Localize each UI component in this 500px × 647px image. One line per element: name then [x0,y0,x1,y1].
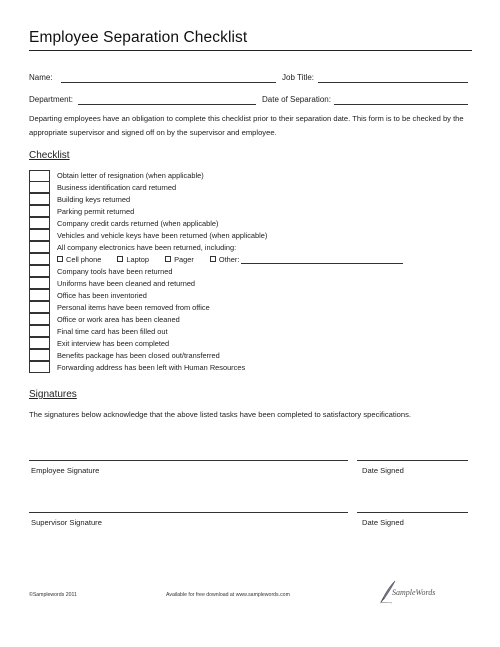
date-of-separation-field[interactable] [334,104,468,105]
employee-signature-field[interactable] [29,460,348,461]
checklist [29,170,469,374]
checkbox[interactable] [29,349,50,361]
checkbox[interactable] [29,289,50,301]
option-pager[interactable]: Pager [165,255,194,264]
checklist-item-label: Company credit cards returned (when applicable) [57,219,219,228]
small-checkbox-icon [117,256,123,262]
supervisor-signature-label: Supervisor Signature [31,518,102,527]
other-field[interactable] [241,255,403,264]
employee-signature-label: Employee Signature [31,466,100,475]
availability-text: Available for free download at www.samplewords.com [166,592,290,598]
signatures-heading: Signatures [29,389,77,400]
checkbox[interactable] [29,229,50,241]
intro-paragraph: Departing employees have an obligation to complete this checklist prior to their separation date. This form is to be checked by the appropriate supervisor and signed off on by the supervisor and employee. [29,114,464,137]
checkbox[interactable] [29,181,50,193]
copyright-text: ©Samplewords 2011 [29,592,77,598]
checklist-row [29,230,469,242]
signatures-intro: The signatures below acknowledge that the above listed tasks have been completed to satisfactory specifications. [29,410,412,419]
checklist-row [29,350,469,362]
checkbox[interactable] [29,217,50,229]
option-cell-phone[interactable]: Cell phone [57,255,101,264]
checklist-item-label: Exit interview has been completed [57,339,170,348]
checklist-row [29,266,469,278]
checklist-row [29,290,469,302]
employee-date-signed-label: Date Signed [362,466,404,475]
checklist-item-label: Building keys returned [57,195,131,204]
name-label: Name: [29,73,53,82]
checklist-item-label: Uniforms have been cleaned and returned [57,279,196,288]
checklist-row [29,242,469,254]
option-laptop[interactable]: Laptop [117,255,149,264]
checklist-item-label: Benefits package has been closed out/transferred [57,351,220,360]
checklist-row [29,326,469,338]
checkbox[interactable] [29,253,50,265]
checkbox[interactable] [29,337,50,349]
checklist-row [29,218,469,230]
checklist-item-label: Company tools have been returned [57,267,173,276]
supervisor-signature-field[interactable] [29,512,348,513]
checkbox[interactable] [29,325,50,337]
date-of-separation-label: Date of Separation: [262,95,331,104]
checklist-item-label: Parking permit returned [57,207,135,216]
checklist-item-label: Forwarding address has been left with Human Resources [57,363,246,372]
checklist-row [29,302,469,314]
checklist-row [29,170,469,182]
checklist-row [29,338,469,350]
checkbox[interactable] [29,313,50,325]
small-checkbox-icon [210,256,216,262]
checklist-item-label: Vehicles and vehicle keys have been returned (when applicable) [57,231,268,240]
supervisor-date-signed-field[interactable] [357,512,468,513]
checklist-row [29,206,469,218]
department-field[interactable] [78,104,256,105]
checklist-heading: Checklist [29,150,70,161]
checklist-row [29,194,469,206]
checklist-row [29,182,469,194]
checklist-item-label: Office or work area has been cleaned [57,315,180,324]
checkbox[interactable] [29,205,50,217]
checklist-item-label: Final time card has been filled out [57,327,168,336]
form-title: Employee Separation Checklist [29,29,248,46]
small-checkbox-icon [165,256,171,262]
checklist-item-label: Business identification card returned [57,183,177,192]
samplewords-logo [378,578,458,604]
checkbox[interactable] [29,361,50,373]
job-title-field[interactable] [318,82,468,83]
option-other[interactable]: Other: [210,255,404,264]
checklist-row [29,362,469,374]
checklist-row [29,278,469,290]
checklist-row-electronics-options [29,254,469,266]
checkbox[interactable] [29,241,50,253]
checklist-item-label: Personal items have been removed from office [57,303,210,312]
employee-date-signed-field[interactable] [357,460,468,461]
small-checkbox-icon [57,256,63,262]
department-label: Department: [29,95,74,104]
supervisor-date-signed-label: Date Signed [362,518,404,527]
job-title-label: Job Title: [282,73,315,82]
checklist-item-label: Obtain letter of resignation (when applicable) [57,171,204,180]
checklist-item-label: Office has been inventoried [57,291,147,300]
checkbox[interactable] [29,301,50,313]
logo-text: SampleWords [392,588,436,597]
checklist-item-label: All company electronics have been returned, including: [57,243,237,252]
name-field[interactable] [61,82,276,83]
electronics-options [57,255,403,264]
checkbox[interactable] [29,265,50,277]
checkbox[interactable] [29,193,50,205]
checklist-row [29,314,469,326]
title-divider [29,50,472,51]
checkbox[interactable] [29,277,50,289]
